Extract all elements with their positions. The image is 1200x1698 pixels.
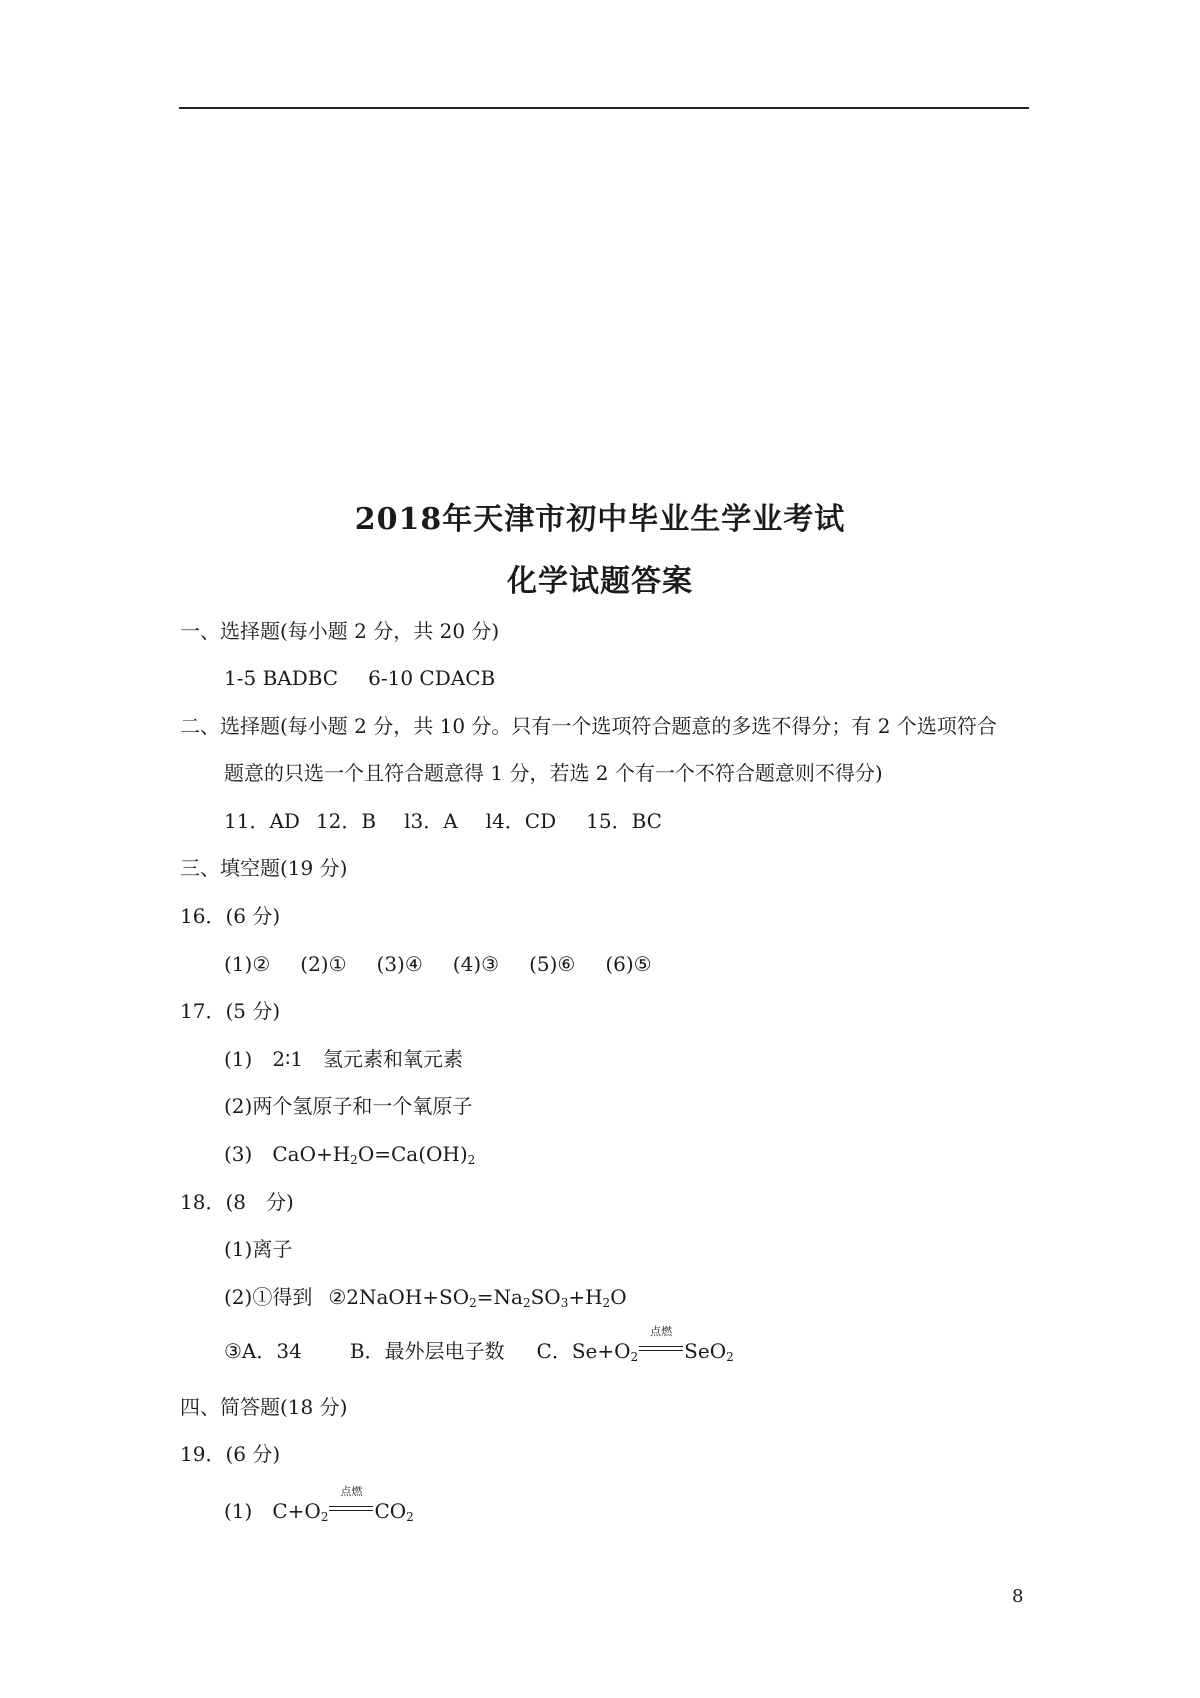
condition-label: 点燃 xyxy=(650,1325,673,1338)
question-16-answers xyxy=(224,950,652,978)
answer-item: (4)③ xyxy=(452,952,500,976)
formula-part: SO xyxy=(530,1285,561,1309)
answer-item: (6)⑤ xyxy=(605,952,652,976)
answer-item: (1)② xyxy=(224,952,271,976)
formula-part: ②2NaOH+SO xyxy=(328,1285,470,1309)
sub-number: (1) xyxy=(224,1047,253,1071)
condition-label: 点燃 xyxy=(340,1485,363,1498)
sub-number: (1) xyxy=(224,1499,253,1523)
question-18-line-2 xyxy=(224,1283,627,1311)
subscript: 2 xyxy=(406,1510,414,1524)
document-subtitle: 化学试题答案 xyxy=(507,564,693,599)
section-1-heading: 一、选择题(每小题 2 分，共 20 分) xyxy=(180,619,500,643)
equals-bar xyxy=(329,1510,373,1511)
reaction-condition xyxy=(329,1485,373,1518)
equals-bar xyxy=(329,1506,373,1507)
header-rule xyxy=(179,107,1029,109)
subscript: 2 xyxy=(602,1296,611,1310)
formula-part: +H xyxy=(568,1285,603,1309)
section-2-heading-line1: 二、选择题(每小题 2 分，共 10 分。只有一个选项符合题意的多选不得分；有 2 个选项符合 xyxy=(180,714,997,738)
answer-text: B．最外层电子数 xyxy=(349,1339,505,1363)
section-1-answers xyxy=(224,664,495,692)
subscript: 3 xyxy=(560,1296,569,1310)
formula-part: C．Se+O xyxy=(536,1339,631,1363)
question-17-line-2: (2)两个氢原子和一个氧原子 xyxy=(224,1094,473,1118)
subscript: 2 xyxy=(630,1350,639,1364)
subscript: 2 xyxy=(467,1153,476,1167)
section-4-heading: 四、简答题(18 分) xyxy=(180,1395,348,1419)
answer-text: (2)①得到 xyxy=(224,1285,313,1309)
answer-item: 15．BC xyxy=(586,809,662,833)
equation xyxy=(328,1285,626,1309)
answer-item: 12．B xyxy=(315,809,377,833)
section-3-heading: 三、填空题(19 分) xyxy=(180,856,348,880)
answer-text: ③A．34 xyxy=(224,1339,302,1363)
question-17-line-3 xyxy=(224,1140,475,1168)
answer-item: (3)④ xyxy=(376,952,423,976)
formula-part: SeO xyxy=(684,1339,727,1363)
question-17-line-1 xyxy=(224,1045,463,1073)
formula-part: C+O xyxy=(272,1499,321,1523)
subscript: 2 xyxy=(726,1350,734,1364)
answer-group: 1-5 BADBC xyxy=(224,666,339,690)
subscript: 2 xyxy=(320,1510,329,1524)
question-18-heading: 18．(8 分) xyxy=(180,1190,294,1214)
subscript: 2 xyxy=(350,1153,358,1167)
formula-part: =Na xyxy=(476,1285,523,1309)
answer-text: 氢元素和氧元素 xyxy=(323,1047,463,1071)
answer-item: 11．AD xyxy=(224,809,300,833)
formula-part: CO xyxy=(374,1499,407,1523)
answer-item: (2)① xyxy=(300,952,347,976)
question-18-line-1: (1)离子 xyxy=(224,1237,293,1261)
subscript: 2 xyxy=(469,1296,477,1310)
question-18-line-3 xyxy=(224,1325,734,1365)
section-2-answers xyxy=(224,807,662,835)
reaction-condition xyxy=(639,1325,683,1358)
subscript: 2 xyxy=(522,1296,531,1310)
question-17-heading: 17．(5 分) xyxy=(180,999,281,1023)
page-number: 8 xyxy=(1012,1586,1024,1607)
equation xyxy=(272,1485,414,1524)
answer-group: 6-10 CDACB xyxy=(368,666,496,690)
section-2-heading-line2: 题意的只选一个且符合题意得 1 分，若选 2 个有一个不符合题意则不得分) xyxy=(224,761,883,785)
question-19-heading: 19．(6 分) xyxy=(180,1442,281,1466)
equals-bar xyxy=(639,1346,683,1347)
equals-bar xyxy=(639,1350,683,1351)
answer-item: l3．A xyxy=(404,809,458,833)
document-title: 2018年天津市初中毕业生学业考试 xyxy=(354,502,846,537)
equation xyxy=(272,1142,475,1166)
equation xyxy=(536,1325,734,1364)
ratio: 2∶1 xyxy=(272,1047,303,1071)
formula-part: O xyxy=(610,1285,627,1309)
formula-part: O=Ca(OH) xyxy=(357,1142,468,1166)
question-19-line-1 xyxy=(224,1485,414,1525)
sub-number: (3) xyxy=(224,1142,253,1166)
question-16-heading: 16．(6 分) xyxy=(180,904,281,928)
formula-part: CaO+H xyxy=(272,1142,351,1166)
answer-item: l4．CD xyxy=(485,809,557,833)
answer-item: (5)⑥ xyxy=(529,952,576,976)
